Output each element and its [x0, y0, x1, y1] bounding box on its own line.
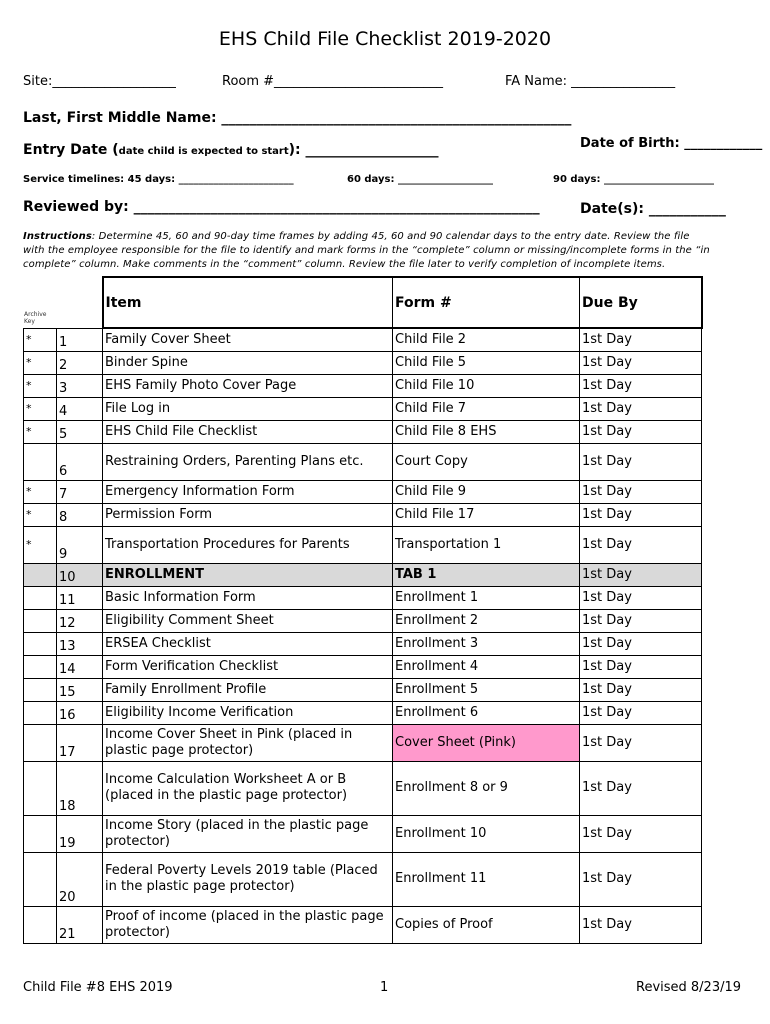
- row-number-cell: 21: [57, 906, 103, 943]
- table-header-row: [24, 277, 702, 328]
- number-column-header: [57, 277, 103, 328]
- archive-key-cell: [24, 563, 57, 586]
- row-number-cell: 1: [57, 328, 103, 351]
- room-field: Room #__________________________: [222, 74, 444, 89]
- due-by-cell: 1st Day: [580, 351, 702, 374]
- due-by-cell: 1st Day: [580, 503, 702, 526]
- checklist-table: [23, 276, 703, 944]
- due-by-cell: 1st Day: [580, 761, 702, 815]
- archive-key-cell: *: [24, 351, 57, 374]
- item-cell: Transportation Procedures for Parents: [103, 526, 393, 563]
- table-row: [24, 724, 702, 761]
- archive-key-cell: *: [24, 328, 57, 351]
- due-by-cell: 1st Day: [580, 480, 702, 503]
- entry-date-label: Entry Date (: [23, 142, 119, 158]
- form-number-cell: Cover Sheet (Pink): [393, 724, 580, 761]
- entry-date-field: [23, 142, 439, 158]
- item-column-header: Item: [103, 277, 393, 328]
- row-number-cell: 12: [57, 609, 103, 632]
- page-number: 1: [380, 980, 389, 995]
- form-number-cell: Child File 8 EHS: [393, 420, 580, 443]
- row-number-cell: 10: [57, 563, 103, 586]
- due-by-cell: 1st Day: [580, 852, 702, 906]
- archive-key-cell: *: [24, 397, 57, 420]
- archive-key-cell: [24, 701, 57, 724]
- due-column-header: Due By: [580, 277, 702, 328]
- instructions: [23, 230, 710, 272]
- table-row: [24, 351, 702, 374]
- due-by-cell: 1st Day: [580, 443, 702, 480]
- form-number-cell: Enrollment 8 or 9: [393, 761, 580, 815]
- table-row: [24, 815, 702, 852]
- row-number-cell: 16: [57, 701, 103, 724]
- due-by-cell: 1st Day: [580, 526, 702, 563]
- fa-name-field: FA Name: ________________: [505, 74, 676, 89]
- due-by-cell: 1st Day: [580, 678, 702, 701]
- row-number-cell: 17: [57, 724, 103, 761]
- table-row: [24, 632, 702, 655]
- archive-key-cell: [24, 632, 57, 655]
- form-number-cell: Copies of Proof: [393, 906, 580, 943]
- form-number-cell: Child File 9: [393, 480, 580, 503]
- row-number-cell: 11: [57, 586, 103, 609]
- archive-key-cell: [24, 609, 57, 632]
- item-cell: Eligibility Income Verification: [103, 701, 393, 724]
- table-row: [24, 609, 702, 632]
- item-cell: Family Cover Sheet: [103, 328, 393, 351]
- instructions-line-3: complete” column. Make comments in the “comment” column. Review the file later to verify completion of incomplete items.: [23, 259, 666, 270]
- due-by-cell: 1st Day: [580, 655, 702, 678]
- archive-key-cell: [24, 906, 57, 943]
- archive-key-cell: [24, 586, 57, 609]
- instructions-line-2: with the employee responsible for the file to identify and mark forms in the “complete” column or missing/incomplete forms in the “in: [23, 245, 710, 256]
- due-by-cell: 1st Day: [580, 906, 702, 943]
- row-number-cell: 9: [57, 526, 103, 563]
- row-number-cell: 14: [57, 655, 103, 678]
- archive-key-label: Archive Key: [24, 311, 47, 325]
- service-90-days: 90 days: ______________________: [553, 174, 714, 185]
- service-60-days: 60 days: ___________________: [347, 174, 493, 185]
- row-number-cell: 13: [57, 632, 103, 655]
- table-row: [24, 397, 702, 420]
- item-cell: Form Verification Checklist: [103, 655, 393, 678]
- reviewed-by-field: Reviewed by: __________________________________________________________: [23, 199, 540, 215]
- row-number-cell: 19: [57, 815, 103, 852]
- due-by-cell: 1st Day: [580, 328, 702, 351]
- item-cell: Federal Poverty Levels 2019 table (Placed in the plastic page protector): [103, 852, 393, 906]
- item-cell: ENROLLMENT: [103, 563, 393, 586]
- form-number-cell: Enrollment 10: [393, 815, 580, 852]
- due-by-cell: 1st Day: [580, 586, 702, 609]
- table-row: [24, 852, 702, 906]
- table-row: [24, 443, 702, 480]
- row-number-cell: 6: [57, 443, 103, 480]
- form-number-cell: Transportation 1: [393, 526, 580, 563]
- item-cell: ERSEA Checklist: [103, 632, 393, 655]
- item-cell: Family Enrollment Profile: [103, 678, 393, 701]
- table-row: [24, 586, 702, 609]
- due-by-cell: 1st Day: [580, 563, 702, 586]
- archive-key-cell: *: [24, 480, 57, 503]
- due-by-cell: 1st Day: [580, 420, 702, 443]
- site-field: Site:___________________: [23, 74, 176, 89]
- row-number-cell: 18: [57, 761, 103, 815]
- table-row: [24, 563, 702, 586]
- review-dates-field: Date(s): ___________: [580, 201, 726, 217]
- table-row: [24, 420, 702, 443]
- row-number-cell: 3: [57, 374, 103, 397]
- item-cell: Income Cover Sheet in Pink (placed in plastic page protector): [103, 724, 393, 761]
- archive-key-cell: *: [24, 526, 57, 563]
- form-number-cell: Enrollment 2: [393, 609, 580, 632]
- form-number-cell: Child File 10: [393, 374, 580, 397]
- table-row: [24, 701, 702, 724]
- item-cell: Income Story (placed in the plastic page protector): [103, 815, 393, 852]
- archive-key-cell: *: [24, 503, 57, 526]
- form-number-cell: TAB 1: [393, 563, 580, 586]
- form-column-header: Form #: [393, 277, 580, 328]
- due-by-cell: 1st Day: [580, 374, 702, 397]
- archive-key-cell: [24, 678, 57, 701]
- row-number-cell: 15: [57, 678, 103, 701]
- form-number-cell: Child File 2: [393, 328, 580, 351]
- entry-date-note: date child is expected to start: [118, 146, 289, 157]
- service-45-days: Service timelines: 45 days: _______________________: [23, 174, 294, 185]
- item-cell: Binder Spine: [103, 351, 393, 374]
- archive-key-cell: [24, 443, 57, 480]
- form-number-cell: Child File 17: [393, 503, 580, 526]
- item-cell: Eligibility Comment Sheet: [103, 609, 393, 632]
- item-cell: Restraining Orders, Parenting Plans etc.: [103, 443, 393, 480]
- footer-revised: Revised 8/23/19: [636, 980, 742, 995]
- archive-key-cell: [24, 761, 57, 815]
- archive-key-cell: [24, 815, 57, 852]
- table-row: [24, 328, 702, 351]
- item-cell: Income Calculation Worksheet A or B (placed in the plastic page protector): [103, 761, 393, 815]
- row-number-cell: 5: [57, 420, 103, 443]
- item-cell: Proof of income (placed in the plastic page protector): [103, 906, 393, 943]
- due-by-cell: 1st Day: [580, 397, 702, 420]
- form-number-cell: Enrollment 11: [393, 852, 580, 906]
- form-number-cell: Enrollment 3: [393, 632, 580, 655]
- table-row: [24, 678, 702, 701]
- item-cell: EHS Child File Checklist: [103, 420, 393, 443]
- entry-date-blank: ): ___________________: [288, 142, 439, 158]
- child-name-field: Last, First Middle Name: __________________________________________________: [23, 110, 572, 126]
- due-by-cell: 1st Day: [580, 724, 702, 761]
- archive-key-cell: [24, 724, 57, 761]
- date-of-birth-field: Date of Birth: ____________: [580, 136, 763, 151]
- due-by-cell: 1st Day: [580, 632, 702, 655]
- row-number-cell: 7: [57, 480, 103, 503]
- due-by-cell: 1st Day: [580, 815, 702, 852]
- archive-key-cell: [24, 852, 57, 906]
- archive-key-cell: [24, 655, 57, 678]
- footer-left: Child File #8 EHS 2019: [23, 980, 173, 995]
- table-row: [24, 480, 702, 503]
- table-row: [24, 503, 702, 526]
- form-number-cell: Enrollment 1: [393, 586, 580, 609]
- row-number-cell: 8: [57, 503, 103, 526]
- form-number-cell: Court Copy: [393, 443, 580, 480]
- table-row: [24, 374, 702, 397]
- table-row: [24, 655, 702, 678]
- page-title: EHS Child File Checklist 2019-2020: [218, 28, 552, 50]
- archive-key-cell: *: [24, 420, 57, 443]
- form-number-cell: Enrollment 4: [393, 655, 580, 678]
- form-number-cell: Child File 7: [393, 397, 580, 420]
- item-cell: File Log in: [103, 397, 393, 420]
- item-cell: Basic Information Form: [103, 586, 393, 609]
- table-row: [24, 761, 702, 815]
- item-cell: EHS Family Photo Cover Page: [103, 374, 393, 397]
- item-cell: Emergency Information Form: [103, 480, 393, 503]
- archive-column-header: [24, 277, 57, 328]
- form-number-cell: Child File 5: [393, 351, 580, 374]
- table-row: [24, 526, 702, 563]
- due-by-cell: 1st Day: [580, 701, 702, 724]
- archive-key-cell: *: [24, 374, 57, 397]
- due-by-cell: 1st Day: [580, 609, 702, 632]
- row-number-cell: 4: [57, 397, 103, 420]
- table-row: [24, 906, 702, 943]
- row-number-cell: 20: [57, 852, 103, 906]
- instructions-label: Instructions: [23, 231, 92, 242]
- form-number-cell: Enrollment 5: [393, 678, 580, 701]
- form-number-cell: Enrollment 6: [393, 701, 580, 724]
- item-cell: Permission Form: [103, 503, 393, 526]
- row-number-cell: 2: [57, 351, 103, 374]
- instructions-line-1: : Determine 45, 60 and 90-day time frames by adding 45, 60 and 90 calendar days to the entry date. Review the file: [91, 231, 690, 242]
